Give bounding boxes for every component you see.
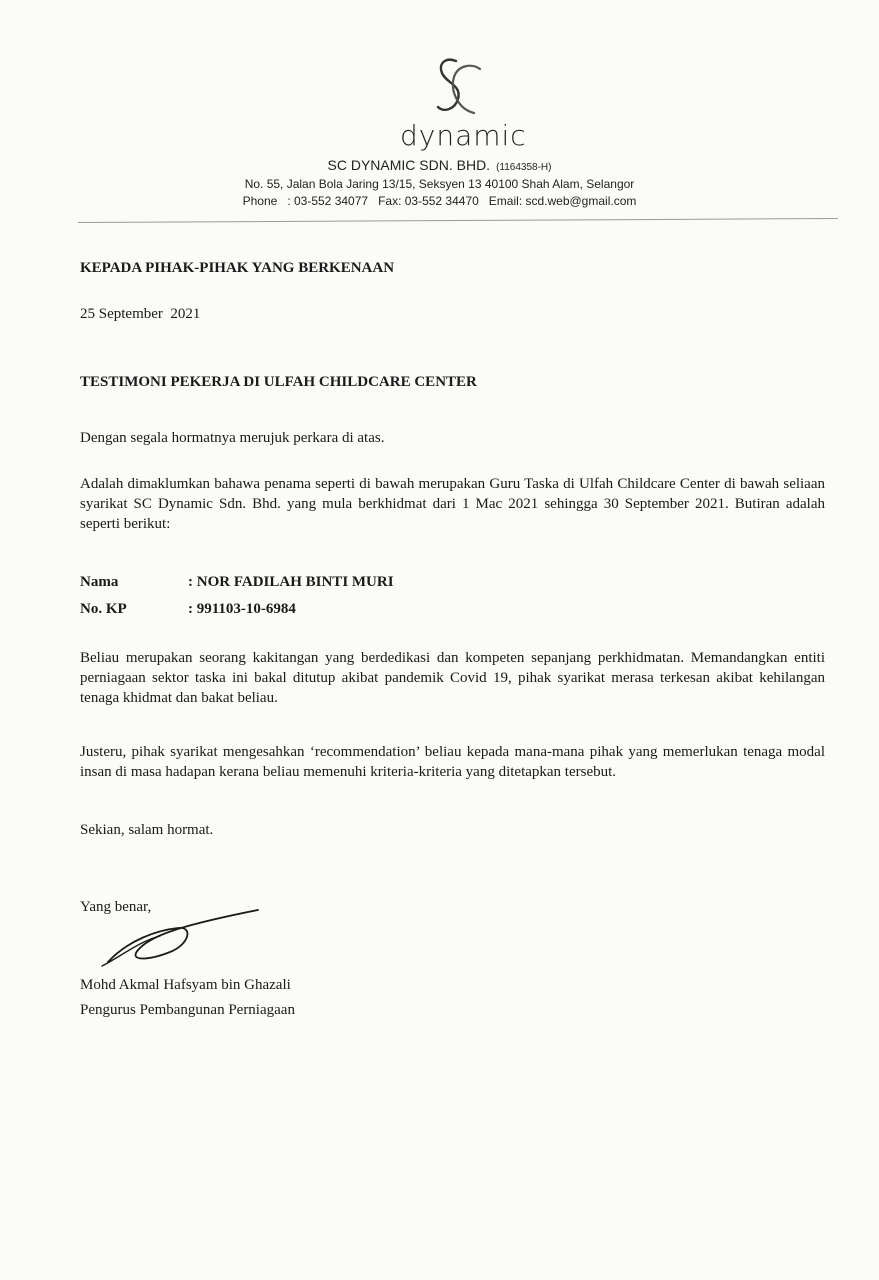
letterhead-divider [78,218,838,223]
signatory-name: Mohd Akmal Hafsyam bin Ghazali [80,977,291,993]
company-name-line [0,157,879,173]
sc-monogram-icon [418,55,502,121]
name-value: : NOR FADILAH BINTI MURI [188,574,394,590]
company-reg-number: (1164358-H) [496,162,552,173]
logo-wordmark: dynamic [400,119,527,152]
letter-subject: TESTIMONI PEKERJA DI ULFAH CHILDCARE CENTER [80,374,477,390]
signatory-title: Pengurus Pembangunan Perniagaan [80,1002,295,1018]
paragraph-appraisal: Beliau merupakan seorang kakitangan yang berdedikasi dan kompeten sepanjang perkhidmatan. Memandangkan entiti perniagaan sektor taska ini bakal ditutup akibat pandemik Covid 19, pihak syarikat merasa terkesan akibat kehilangan tenaga khidmat dan bakat beliau. [80,650,825,706]
ic-label: No. KP [80,601,127,617]
handwritten-signature [98,900,268,980]
company-logo [400,55,527,155]
company-address: No. 55, Jalan Bola Jaring 13/15, Seksyen 13 40100 Shah Alam, Selangor [244,177,635,191]
name-label: Nama [80,574,119,590]
sign-off: Yang benar, [80,899,152,915]
salutation-heading: KEPADA PIHAK-PIHAK YANG BERKENAAN [80,260,395,276]
ic-value: : 991103-10-6984 [188,601,296,617]
paragraph-recommendation: Justeru, pihak syarikat mengesahkan ‘recommendation’ beliau kepada mana-mana pihak yang memerlukan tenaga modal insan di masa hadapan kerana beliau memenuhi kriteria-kriteria yang ditetapkan tersebut. [80,744,825,780]
opening-line: Dengan segala hormatnya merujuk perkara di atas. [80,430,385,446]
closing-line: Sekian, salam hormat. [80,822,214,838]
paragraph-intro: Adalah dimaklumkan bahawa penama seperti di bawah merupakan Guru Taska di Ulfah Childcare Center di bawah seliaan syarikat SC Dynamic Sdn. Bhd. yang mula berkhidmat dari 1 Mac 2021 sehingga 30 September 2021. Butiran adalah seperti berikut: [80,476,825,532]
company-contact: Phone : 03-552 34077 Fax: 03-552 34470 Email: scd.web@gmail.com [242,194,637,208]
company-name: SC DYNAMIC SDN. BHD. [327,157,491,173]
letter-date: 25 September 2021 [80,306,201,322]
